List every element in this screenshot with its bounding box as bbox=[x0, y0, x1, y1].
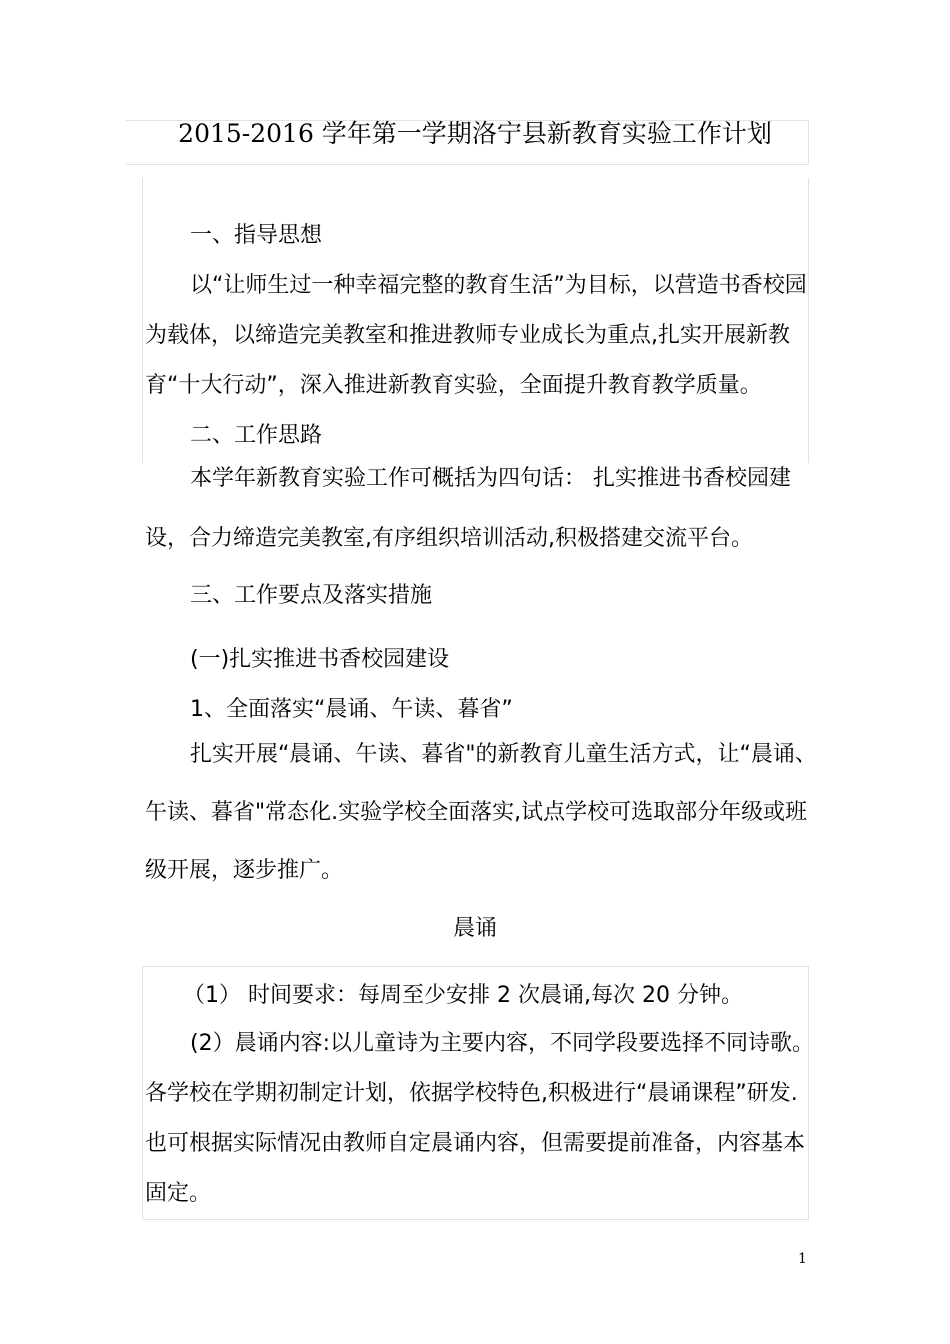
paragraph-line: 各学校在学期初制定计划，依据学校特色,积极进行“晨诵课程”研发. bbox=[145, 1081, 798, 1106]
paragraph-line: （1） 时间要求：每周至少安排 2 次晨诵,每次 20 分钟。 bbox=[183, 983, 743, 1008]
paragraph-line: 本学年新教育实验工作可概括为四句话： 扎实推进书香校园建 bbox=[190, 466, 791, 491]
document-title: 2015-2016 学年第一学期洛宁县新教育实验工作计划 bbox=[178, 119, 772, 148]
scan-rule bbox=[142, 178, 143, 463]
scan-rule bbox=[808, 966, 809, 1220]
scan-rule bbox=[142, 1219, 809, 1220]
paragraph-line: 级开展，逐步推广。 bbox=[145, 858, 344, 883]
paragraph-line: 也可根据实际情况由教师自定晨诵内容，但需要提前准备，内容基本 bbox=[145, 1131, 806, 1156]
paragraph-line: 扎实开展“晨诵、午读、暮省"的新教育儿童生活方式，让“晨诵、 bbox=[190, 742, 817, 767]
paragraph-line: 以“让师生过一种幸福完整的教育生活”为目标，以营造书香校园 bbox=[190, 273, 807, 298]
centered-heading: 晨诵 bbox=[453, 916, 498, 941]
section-heading: 一、指导思想 bbox=[190, 223, 323, 248]
scan-rule bbox=[808, 178, 809, 463]
paragraph-line: 设，合力缔造完美教室,有序组织培训活动,积极搭建交流平台。 bbox=[145, 526, 753, 551]
paragraph-line: 育“十大行动”，深入推进新教育实验，全面提升教育教学质量。 bbox=[145, 373, 762, 398]
paragraph-line: 为载体，以缔造完美教室和推进教师专业成长为重点,扎实开展新教 bbox=[145, 323, 790, 348]
section-heading: 三、工作要点及落实措施 bbox=[190, 583, 433, 608]
paragraph-line: 午读、暮省"常态化.实验学校全面落实,试点学校可选取部分年级或班 bbox=[145, 800, 808, 825]
page-number: 1 bbox=[798, 1251, 807, 1267]
paragraph-line: 固定。 bbox=[145, 1181, 212, 1206]
scan-rule bbox=[142, 966, 809, 967]
section-heading: 二、工作思路 bbox=[190, 423, 323, 448]
paragraph-line: (2）晨诵内容:以儿童诗为主要内容，不同学段要选择不同诗歌。 bbox=[190, 1031, 814, 1056]
scan-rule bbox=[126, 164, 809, 165]
scan-rule bbox=[142, 966, 143, 1220]
subsection-heading: (一)扎实推进书香校园建设 bbox=[190, 647, 450, 672]
item-heading: 1、全面落实“晨诵、午读、暮省” bbox=[190, 697, 513, 722]
